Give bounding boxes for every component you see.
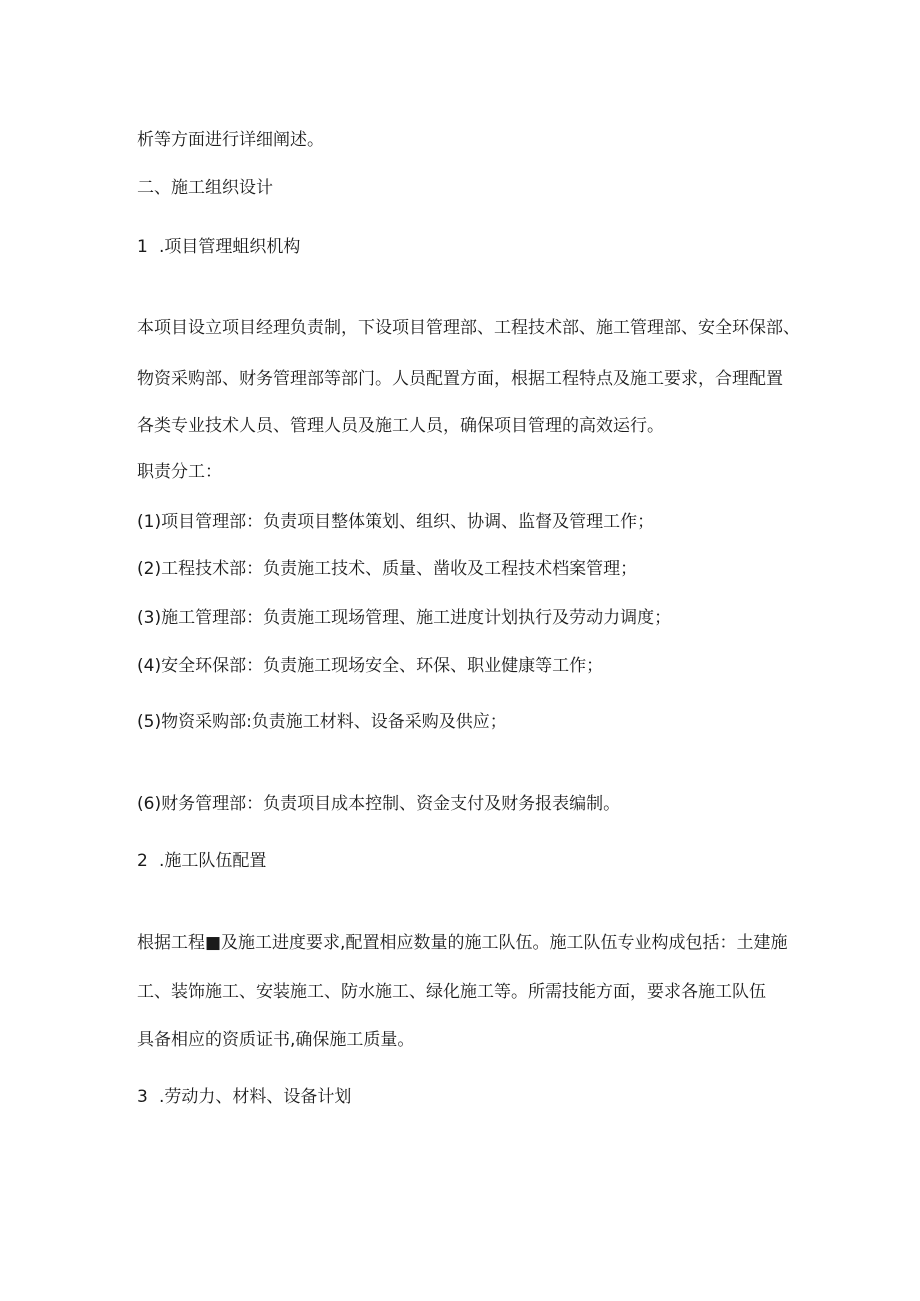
duty-item: (4)安全环保部：负责施工现场安全、环保、职业健康等工作；	[137, 656, 604, 676]
section-title: 二、施工组织设计	[137, 178, 273, 198]
duties-label: 职责分工：	[137, 462, 222, 482]
subsection-number: 3	[137, 1087, 148, 1107]
duty-item: (6)财务管理部：负责项目成本控制、资金支付及财务报表编制。	[137, 794, 621, 814]
paragraph-line: 工、装饰施工、安装施工、防水施工、绿化施工等。所需技能方面，要求各施工队伍	[137, 982, 766, 1002]
duty-item: (5)物资采购部:负责施工材料、设备采购及供应；	[137, 712, 507, 732]
paragraph-line: 根据工程■及施工进度要求,配置相应数量的施工队伍。施工队伍专业构成包括：土建施	[137, 933, 788, 953]
subsection-title: .项目管理蛆织机构	[159, 237, 301, 257]
subsection-heading-3	[137, 1085, 351, 1109]
subsection-heading-2	[137, 849, 266, 873]
subsection-number: 1	[137, 237, 148, 257]
duty-item: (2)工程技术部：负责施工技术、质量、凿收及工程技术档案管理；	[137, 559, 638, 579]
intro-tail-text: 析等方面进行详细阐述。	[137, 130, 324, 150]
paragraph-line: 物资采购部、财务管理部等部门。人员配置方面，根据工程特点及施工要求，合理配置	[137, 369, 783, 389]
paragraph-line: 各类专业技术人员、管理人员及施工人员，确保项目管理的高效运行。	[137, 416, 664, 436]
paragraph-line: 具备相应的资质证书,确保施工质量。	[137, 1030, 415, 1050]
duty-item: (1)项目管理部：负责项目整体策划、组织、协调、监督及管理工作；	[137, 512, 655, 532]
paragraph-line: 本项目设立项目经理负责制，下设项目管理部、工程技术部、施工管理部、安全环保部、	[137, 318, 800, 338]
duty-item: (3)施工管理部：负责施工现场管理、施工进度计划执行及劳动力调度；	[137, 608, 672, 628]
subsection-number: 2	[137, 851, 148, 871]
subsection-heading-1	[137, 235, 300, 259]
subsection-title: .施工队伍配置	[159, 851, 267, 871]
subsection-title: .劳动力、材料、设备计划	[159, 1087, 352, 1107]
